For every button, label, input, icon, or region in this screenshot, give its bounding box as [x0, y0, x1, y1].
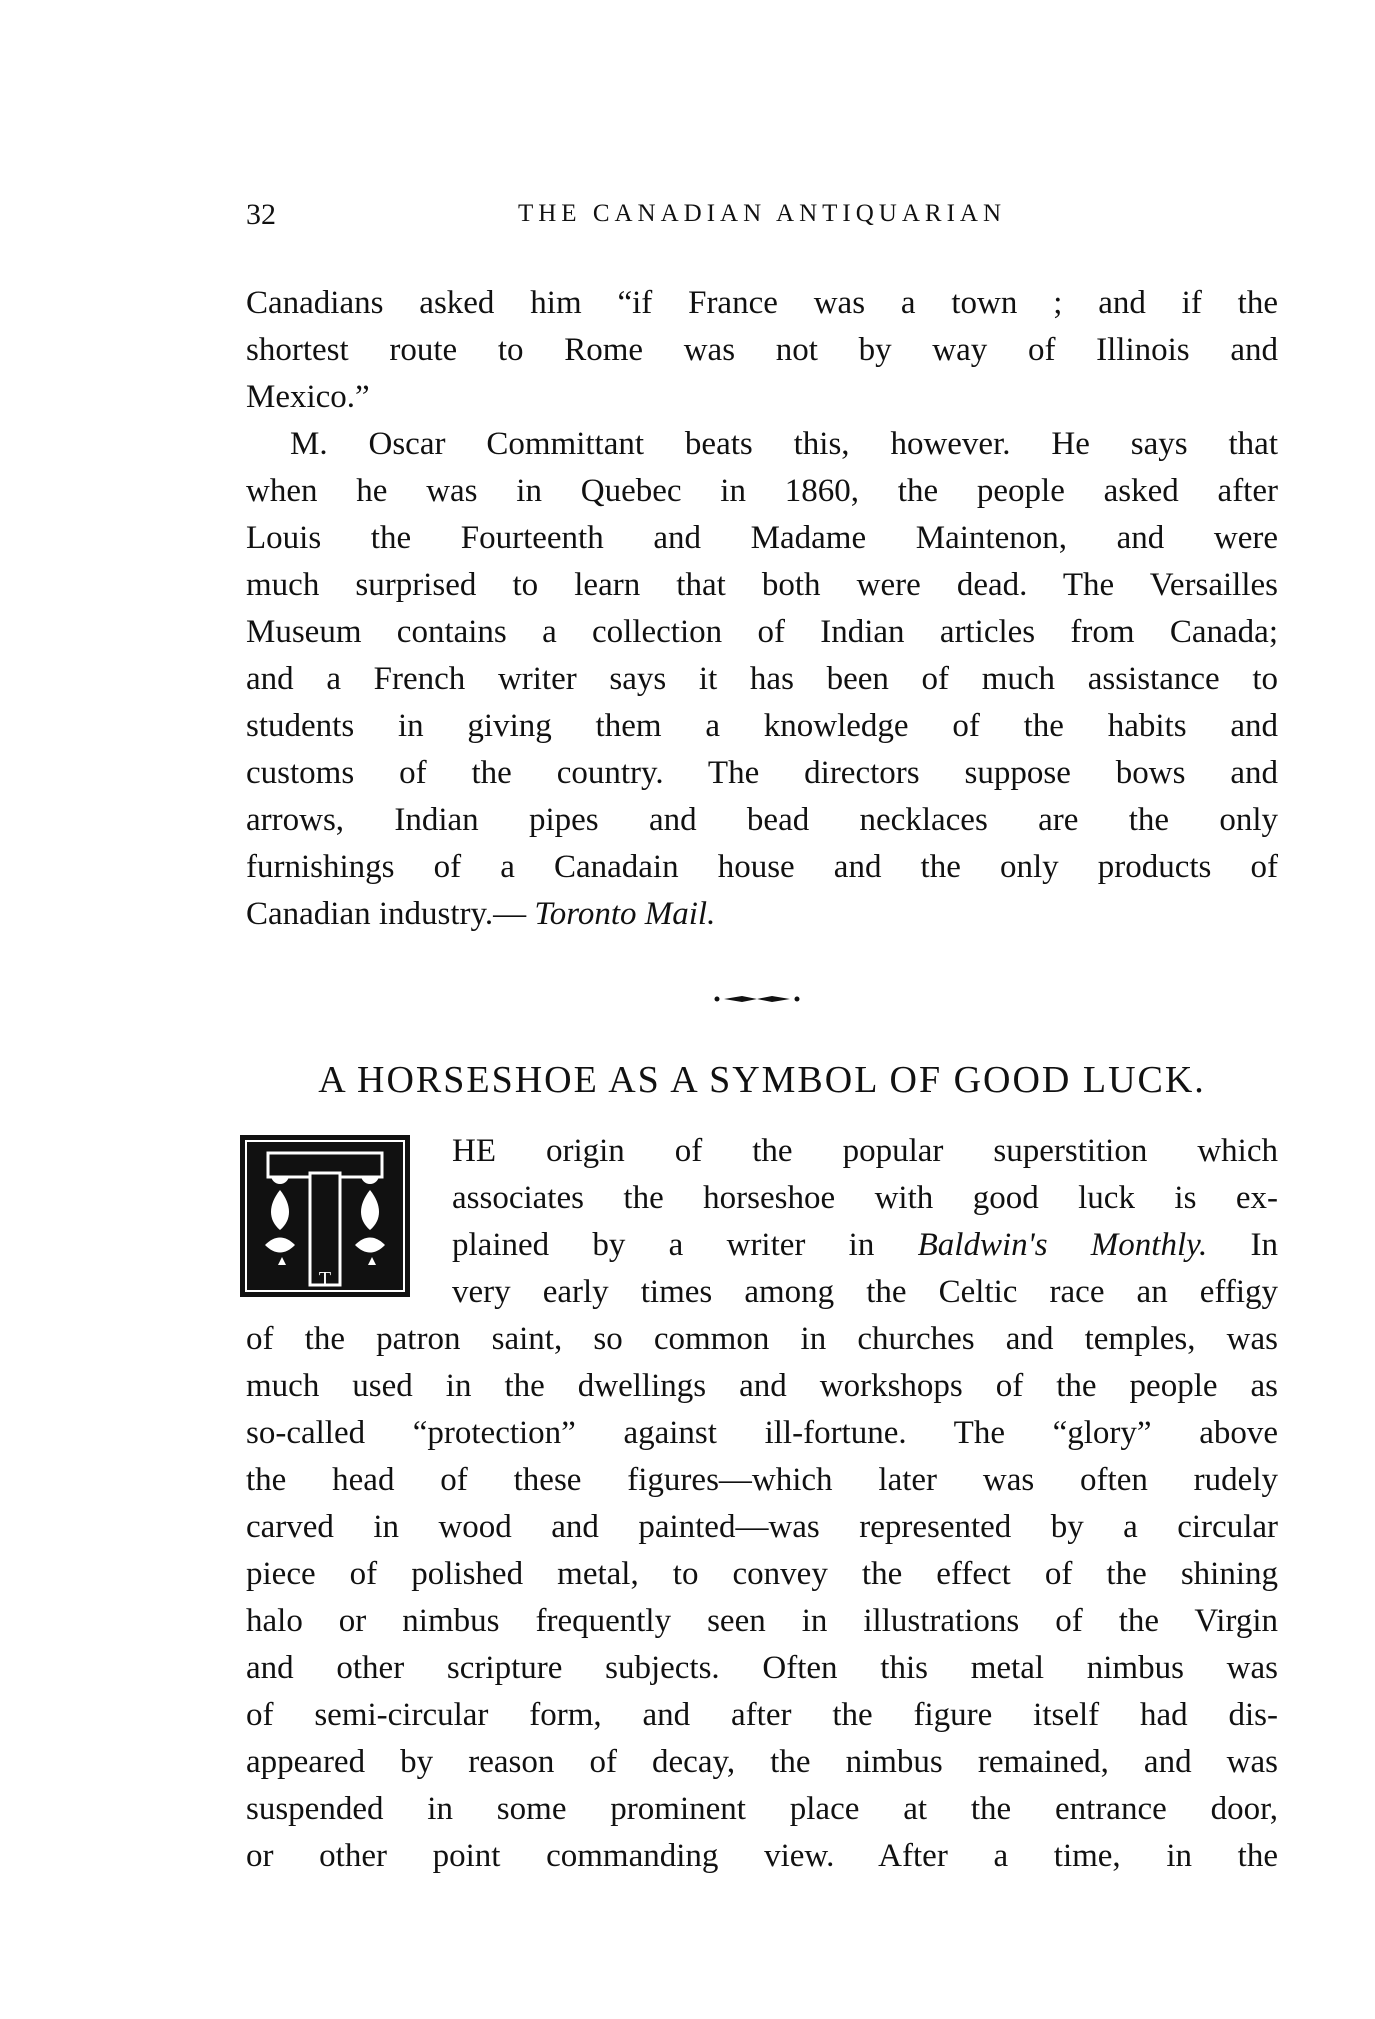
text-line: HE origin of the popular superstition which [452, 1133, 1278, 1169]
line-text: plained by a writer in [452, 1227, 918, 1263]
text-line: and other scripture subjects. Often this metal nimbus was [246, 1650, 1278, 1686]
dropcap-letter-t [240, 1135, 410, 1297]
text-line: associates the horseshoe with good luck is ex- [452, 1180, 1278, 1216]
text-line: Museum contains a collection of Indian articles from Canada; [246, 614, 1278, 650]
text-line: when he was in Quebec in 1860, the people asked after [246, 473, 1278, 509]
text-line: much used in the dwellings and workshops of the people as [246, 1368, 1278, 1404]
text-line: very early times among the Celtic race an effigy [452, 1274, 1278, 1310]
text-line: of semi-circular form, and after the figure itself had dis- [246, 1697, 1278, 1733]
text-line: halo or nimbus frequently seen in illustrations of the Virgin [246, 1603, 1278, 1639]
section-divider-ornament [712, 993, 802, 1005]
text-line: so-called “protection” against ill-fortune. The “glory” above [246, 1415, 1278, 1451]
text-line: the head of these figures—which later was often rudely [246, 1462, 1278, 1498]
text-line: of the patron saint, so common in churches and temples, was [246, 1321, 1278, 1357]
text-line: or other point commanding view. After a time, in the [246, 1838, 1278, 1874]
text-line: M. Oscar Committant beats this, however. He says that [290, 426, 1278, 462]
text-line: Mexico.” [246, 379, 370, 415]
text-line: arrows, Indian pipes and bead necklaces are the only [246, 802, 1278, 838]
text-line: and a French writer says it has been of much assistance to [246, 661, 1278, 697]
text-line: shortest route to Rome was not by way of Illinois and [246, 332, 1278, 368]
page-header [246, 198, 1278, 238]
periodical-title: Baldwin's Monthly. [917, 1227, 1208, 1263]
text-line: customs of the country. The directors suppose bows and [246, 755, 1278, 791]
line-text: In [1207, 1227, 1278, 1263]
text-line-with-title [452, 1222, 1278, 1269]
dropcap-letter: T [318, 1268, 332, 1290]
section-1-text [246, 280, 1278, 938]
section-2-body [246, 1316, 1278, 1880]
text-line: appeared by reason of decay, the nimbus remained, and was [246, 1744, 1278, 1780]
text-line: piece of polished metal, to convey the effect of the shining [246, 1556, 1278, 1592]
text-line: students in giving them a knowledge of the habits and [246, 708, 1278, 744]
running-head: THE CANADIAN ANTIQUARIAN [517, 200, 1007, 227]
text-line-last [246, 891, 1278, 938]
text-line: carved in wood and painted—was represented by a circular [246, 1509, 1278, 1545]
text-line: Louis the Fourteenth and Madame Maintenon, and were [246, 520, 1278, 556]
section-2-intro [452, 1128, 1278, 1316]
source-citation: Toronto Mail. [534, 896, 716, 932]
closing-text: Canadian industry.— [246, 896, 527, 932]
page-number: 32 [246, 198, 276, 231]
text-line: much surprised to learn that both were dead. The Versailles [246, 567, 1278, 603]
text-line: Canadians asked him “if France was a town ; and if the [246, 285, 1278, 321]
article-title: A HORSESHOE AS A SYMBOL OF GOOD LUCK. [318, 1059, 1206, 1101]
text-line: furnishings of a Canadain house and the only products of [246, 849, 1278, 885]
text-line: suspended in some prominent place at the entrance door, [246, 1791, 1278, 1827]
